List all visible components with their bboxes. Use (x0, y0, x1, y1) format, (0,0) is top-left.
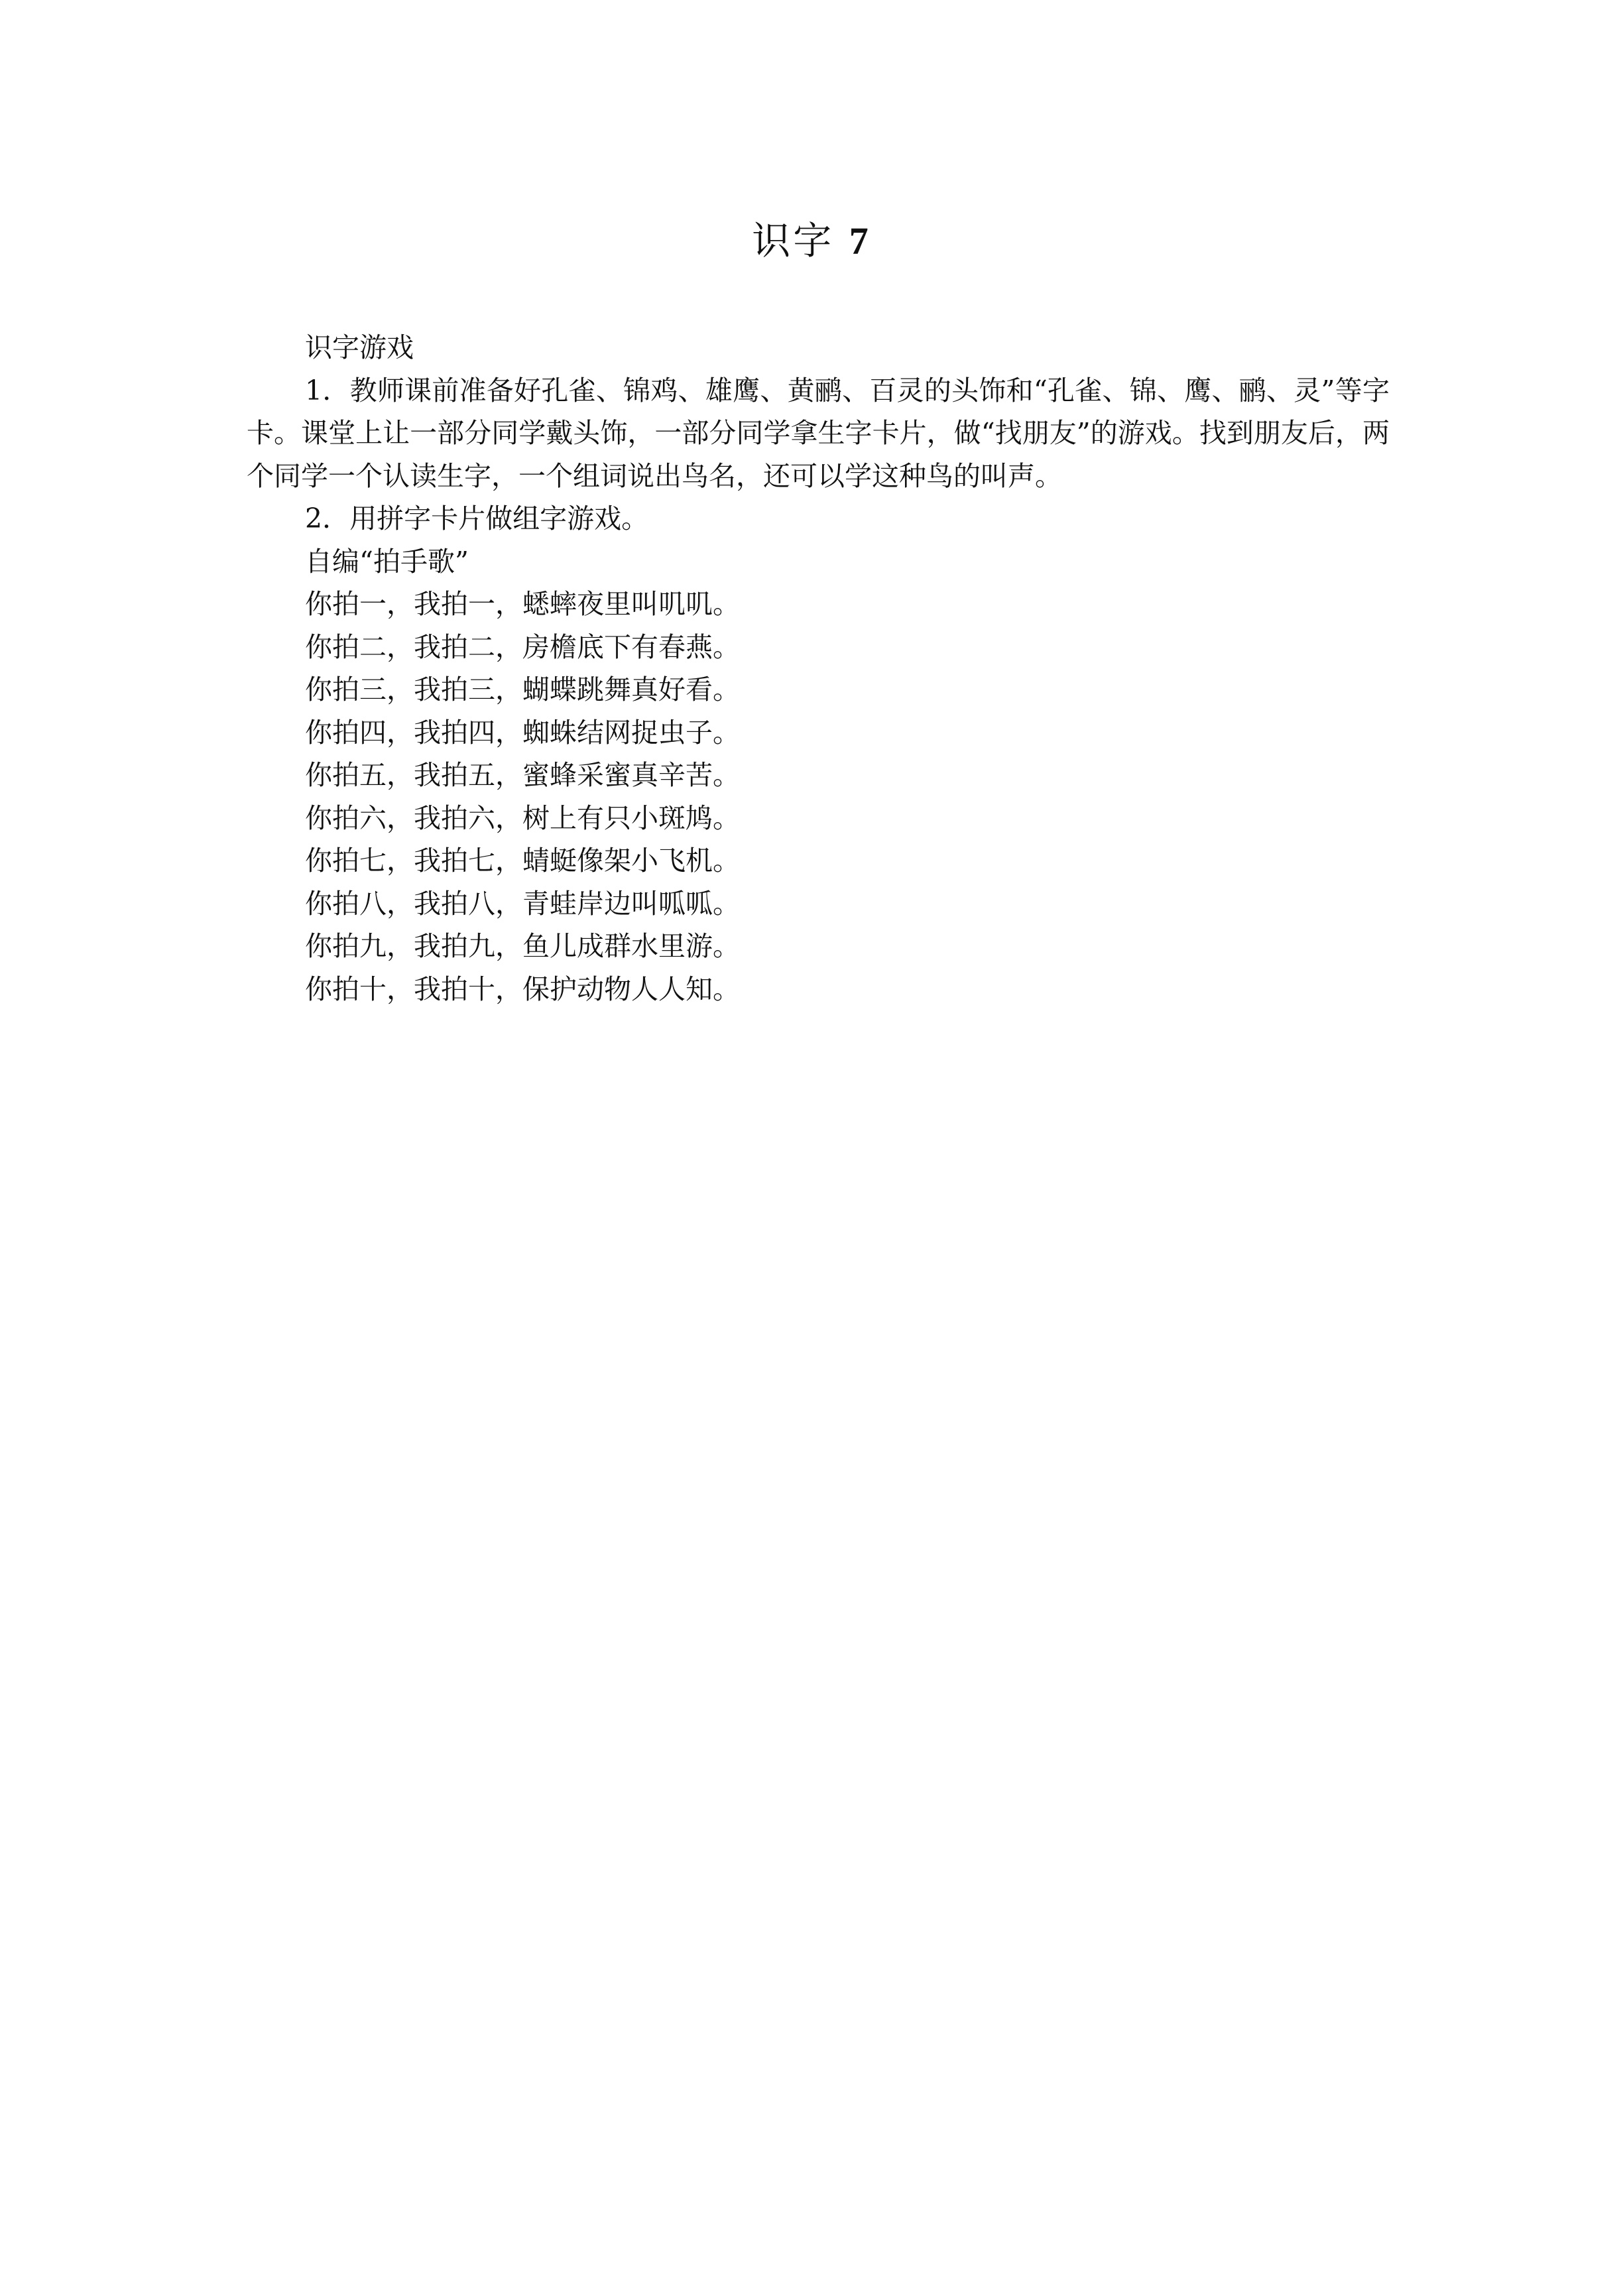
paragraph-item-2: 2．用拼字卡片做组字游戏。 (305, 503, 649, 534)
verse-line: 你拍四，我拍四，蜘蛛结网捉虫子。 (305, 716, 740, 749)
verse-line: 你拍六，我拍六，树上有只小斑鸠。 (305, 802, 740, 834)
title-number: 7 (849, 219, 871, 263)
verse-line: 你拍八，我拍八，青蛙岸边叫呱呱。 (305, 887, 740, 920)
section-heading-game: 识字游戏 (305, 332, 414, 363)
verse-line: 你拍二，我拍二，房檐底下有春燕。 (305, 631, 740, 663)
verse-line: 你拍五，我拍五，蜜蜂采蜜真辛苦。 (305, 759, 740, 791)
title-text: 识字 (752, 218, 835, 263)
verse-line: 你拍九，我拍九，鱼儿成群水里游。 (305, 930, 740, 962)
verse-line: 你拍十，我拍十，保护动物人人知。 (305, 973, 740, 1005)
paragraph-item-1: 1．教师课前准备好孔雀、锦鸡、雄鹰、黄鹂、百灵的头饰和“孔雀、锦、鹰、鹂、灵”等字卡。课堂上让一部分同学戴头饰，一部分同学拿生字卡片，做“找朋友”的游戏。找到朋友后，两个同学一个认读生字，一个组词说出鸟名，还可以学这种鸟的叫声。 (247, 374, 1390, 492)
clapping-song-verses (247, 583, 1390, 1010)
verse-line: 你拍七，我拍七，蜻蜓像架小飞机。 (305, 845, 740, 876)
verse-line: 你拍三，我拍三，蝴蝶跳舞真好看。 (305, 674, 740, 705)
page-title (0, 211, 1623, 271)
verse-line: 你拍一，我拍一，蟋蟀夜里叫叽叽。 (305, 588, 740, 620)
document-body (247, 326, 1390, 1010)
section-heading-song: 自编“拍手歌” (305, 545, 469, 577)
